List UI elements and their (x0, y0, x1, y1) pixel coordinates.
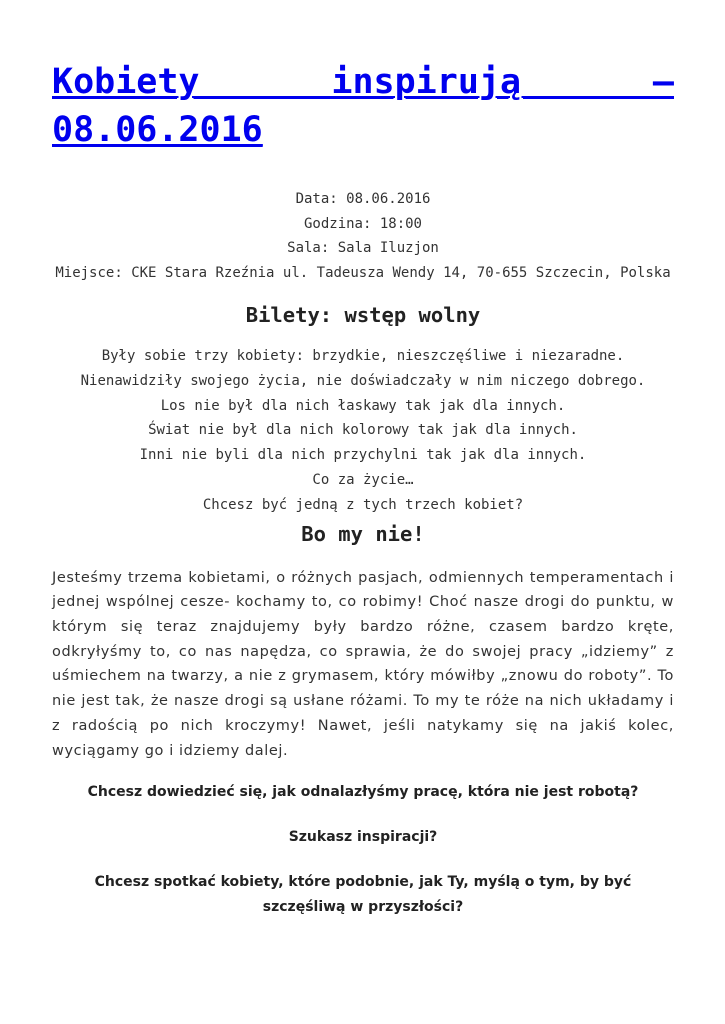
poem-line: Nienawidziły swojego życia, nie doświadczały w nim niczego dobrego. (80, 372, 646, 389)
event-room: Sala: Sala Iluzjon (287, 240, 439, 256)
poem-line: Były sobie trzy kobiety: brzydkie, nieszczęśliwe i niezaradne. (101, 348, 625, 364)
poem-line: Los nie był dla nich łaskawy tak jak dla innych. (160, 397, 566, 414)
bo-my-nie-heading: Bo my nie! (301, 521, 425, 546)
question-work: Chcesz dowiedzieć się, jak odnalazłyśmy pracę, która nie jest robotą? (87, 784, 639, 801)
event-date: Data: 08.06.2016 (295, 191, 431, 207)
event-details (52, 187, 674, 285)
event-time: Godzina: 18:00 (303, 215, 422, 232)
question-meet-women: Chcesz spotkać kobiety, które podobnie, jak Ty, myślą o tym, by być szczęśliwą w przyszłości? (94, 874, 632, 916)
poem-line: Co za życie… (312, 471, 414, 488)
poem-line: Chcesz być jedną z tych trzech kobiet? (202, 496, 524, 513)
main-paragraph: Jesteśmy trzema kobietami, o różnych pasjach, odmiennych temperamentach i jednej wspólnej cesze- kochamy to, co robimy! Choć nasze drogi do punktu, w którym się teraz znajdujemy były bardzo różne, czasem bardzo kręte, odkryłyśmy to, co nas napędza, co sprawia, że do swojej pracy „idziemy” z uśmiechem na twarzy, a nie z grymasem, który mówiłby „znowu do roboty”. To nie jest tak, że nasze drogi są usłane różami. To my te róże na nich układamy i z radością po nich kroczymy! Nawet, jeśli natykamy się na jakiś kolec, wyciągamy go i idziemy dalej. (52, 569, 674, 759)
poem-line: Inni nie byli dla nich przychylni tak jak dla innych. (139, 447, 587, 464)
event-place: Miejsce: CKE Stara Rzeźnia ul. Tadeusza Wendy 14, 70-655 Szczecin, Polska (55, 264, 671, 281)
tickets-heading: Bilety: wstęp wolny (245, 303, 481, 327)
title-link[interactable]: Kobiety inspirują – 08.06.2016 (52, 62, 674, 150)
page-title (52, 58, 674, 154)
poem-line: Świat nie był dla nich kolorowy tak jak dla innych. (148, 422, 578, 439)
article (52, 0, 674, 920)
question-inspiration: Szukasz inspiracji? (288, 829, 438, 846)
intro-poem (52, 344, 674, 518)
